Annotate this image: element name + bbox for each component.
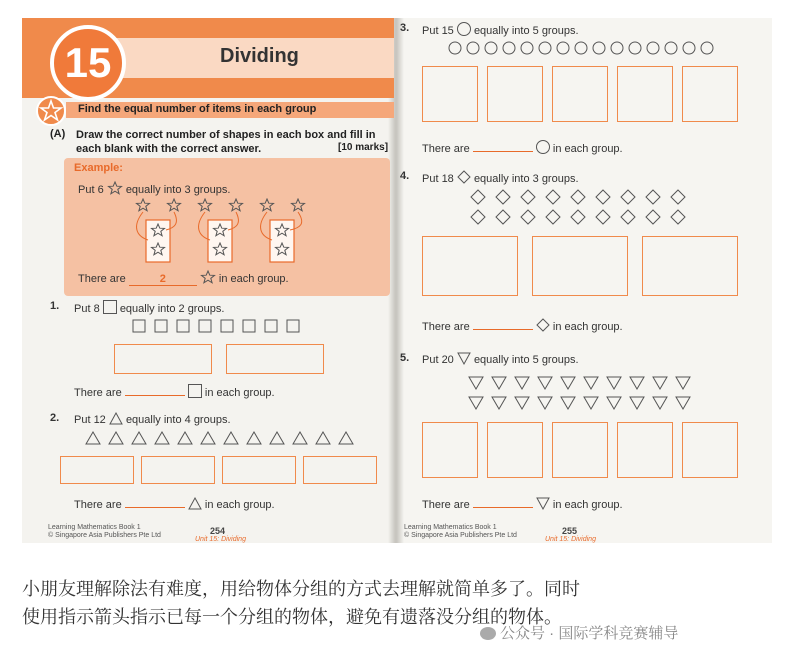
q2-prompt <box>74 412 231 426</box>
q1-answer-blank[interactable] <box>125 395 185 396</box>
q2-answer-blank[interactable] <box>125 507 185 508</box>
footer-publisher: © Singapore Asia Publishers Pte Ltd <box>404 532 517 539</box>
q3-group-box[interactable] <box>682 66 738 122</box>
q5-prompt-post: equally into 5 groups. <box>473 354 579 366</box>
q3-group-box[interactable] <box>422 66 478 122</box>
q2-prompt-pre: Put 12 <box>74 414 106 426</box>
q4-prompt-post: equally into 3 groups. <box>473 173 579 185</box>
q2-group-box[interactable] <box>141 456 215 484</box>
example-answer-value: 2 <box>129 273 197 286</box>
example-answer <box>78 270 289 286</box>
q1-prompt-pre: Put 8 <box>74 303 100 315</box>
q5-group-box[interactable] <box>422 422 478 478</box>
q2-group-box[interactable] <box>222 456 296 484</box>
q4-group-box[interactable] <box>642 236 738 296</box>
q3-answer <box>422 140 623 155</box>
inverted-triangle-icon <box>457 352 471 365</box>
q5-prompt <box>422 352 579 366</box>
example-answer-pre: There are <box>78 273 126 285</box>
q4-diamonds <box>470 189 690 229</box>
star-icon <box>107 181 123 195</box>
q1-group-box[interactable] <box>114 344 212 374</box>
q3-prompt <box>422 22 579 37</box>
q1-answer-post: in each group. <box>204 387 275 399</box>
q3-group-box[interactable] <box>552 66 608 122</box>
chapter-number: 15 <box>50 25 126 101</box>
q5-inverted-triangles <box>468 376 688 412</box>
q2-number: 2. <box>50 412 60 424</box>
q5-group-box[interactable] <box>552 422 608 478</box>
section-label: (A) <box>50 128 66 140</box>
instruction-text: Find the equal number of items in each group <box>78 103 317 115</box>
example-prompt <box>78 181 230 196</box>
star-badge-icon <box>36 96 66 126</box>
inverted-triangle-icon <box>536 497 550 510</box>
triangle-icon <box>188 497 202 510</box>
q1-prompt-post: equally into 2 groups. <box>119 303 225 315</box>
q2-answer <box>74 497 275 511</box>
q2-answer-post: in each group. <box>204 499 275 511</box>
q5-group-box[interactable] <box>682 422 738 478</box>
q2-answer-pre: There are <box>74 499 122 511</box>
q3-prompt-pre: Put 15 <box>422 25 454 37</box>
caption-line-2: 使用指示箭头指示已每一个分组的物体，避免有遗落没分组的物体。 <box>22 607 562 627</box>
q3-prompt-post: equally into 5 groups. <box>473 25 579 37</box>
q5-answer-pre: There are <box>422 499 470 511</box>
marks-label: [10 marks] <box>338 142 389 153</box>
example-prompt-pre: Put 6 <box>78 184 104 196</box>
q4-answer-blank[interactable] <box>473 329 533 330</box>
page-number: 255 <box>562 526 578 536</box>
diamond-icon <box>536 318 550 332</box>
page-number: 254 <box>210 526 226 536</box>
q1-number: 1. <box>50 300 60 312</box>
page-title: Dividing <box>220 45 299 67</box>
star-icon <box>200 270 216 284</box>
example-diagram <box>130 196 320 266</box>
q4-group-box[interactable] <box>532 236 628 296</box>
example-prompt-post: equally into 3 groups. <box>125 184 231 196</box>
section-instruction: Draw the correct number of shapes in each box and fill in each blank with the correct answer. <box>76 129 376 155</box>
q5-answer-blank[interactable] <box>473 507 533 508</box>
triangle-icon <box>109 412 123 425</box>
q5-answer <box>422 497 623 511</box>
footer-book: Learning Mathematics Book 1 <box>48 524 141 531</box>
q3-answer-pre: There are <box>422 143 470 155</box>
caption-line-1: 小朋友理解除法有难度，用给物体分组的方式去理解就简单多了。同时 <box>22 579 580 599</box>
square-icon <box>103 300 117 314</box>
q3-answer-post: in each group. <box>552 143 623 155</box>
unit-label: Unit 15: Dividing <box>545 536 596 543</box>
q1-prompt <box>74 300 224 315</box>
q1-group-box[interactable] <box>226 344 324 374</box>
q4-answer-pre: There are <box>422 321 470 333</box>
q2-group-box[interactable] <box>60 456 134 484</box>
q2-group-box[interactable] <box>303 456 377 484</box>
q4-group-box[interactable] <box>422 236 518 296</box>
q4-number: 4. <box>400 170 410 182</box>
q1-answer <box>74 384 275 399</box>
wechat-icon <box>480 627 496 640</box>
q4-prompt-pre: Put 18 <box>422 173 454 185</box>
q5-number: 5. <box>400 352 410 364</box>
q5-group-box[interactable] <box>617 422 673 478</box>
unit-label: Unit 15: Dividing <box>195 536 246 543</box>
q5-prompt-pre: Put 20 <box>422 354 454 366</box>
q1-answer-pre: There are <box>74 387 122 399</box>
q5-group-box[interactable] <box>487 422 543 478</box>
q3-answer-blank[interactable] <box>473 151 533 152</box>
q4-answer <box>422 318 623 333</box>
q3-number: 3. <box>400 22 410 34</box>
example-answer-post: in each group. <box>218 273 289 285</box>
q3-group-box[interactable] <box>487 66 543 122</box>
example-heading: Example: <box>74 162 123 174</box>
q3-circles <box>448 41 714 57</box>
square-icon <box>188 384 202 398</box>
q4-prompt <box>422 170 579 185</box>
watermark <box>480 622 678 643</box>
footer-publisher: © Singapore Asia Publishers Pte Ltd <box>48 532 161 539</box>
footer-book: Learning Mathematics Book 1 <box>404 524 497 531</box>
diamond-icon <box>457 170 471 184</box>
q2-triangles <box>86 431 356 447</box>
q5-answer-post: in each group. <box>552 499 623 511</box>
q3-group-box[interactable] <box>617 66 673 122</box>
q4-answer-post: in each group. <box>552 321 623 333</box>
q2-prompt-post: equally into 4 groups. <box>125 414 231 426</box>
circle-icon <box>457 22 471 36</box>
q1-squares <box>133 319 313 335</box>
watermark-text: 公众号 · 国际学科竞赛辅导 <box>500 625 679 642</box>
circle-icon <box>536 140 550 154</box>
